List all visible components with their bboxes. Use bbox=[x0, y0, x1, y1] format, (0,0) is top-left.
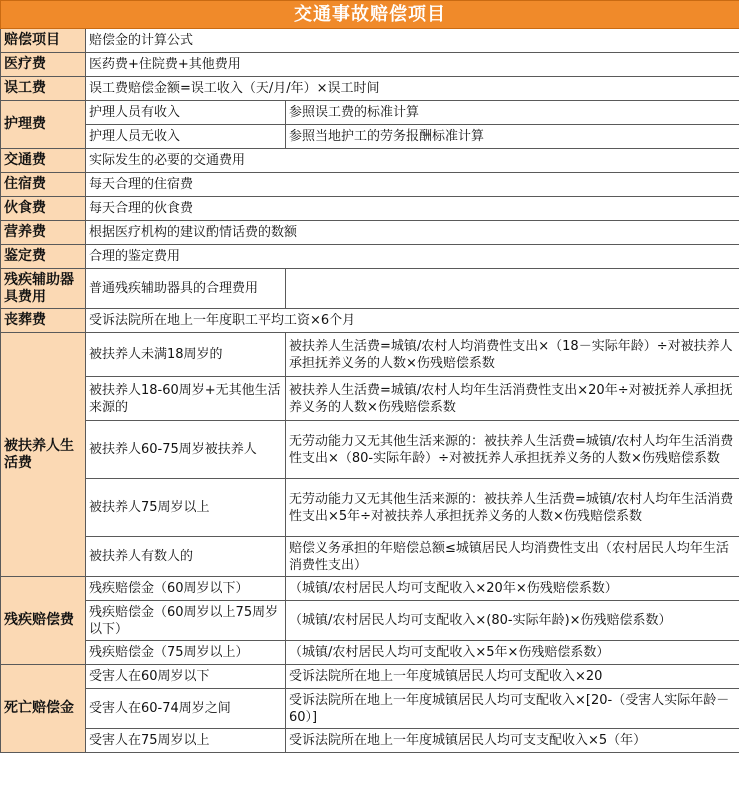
table-row bbox=[1, 309, 739, 333]
dependent-condition: 被扶养人18-60周岁+无其他生活来源的 bbox=[86, 377, 286, 421]
table-row bbox=[1, 641, 739, 665]
dependent-formula: 被扶养人生活费=城镇/农村人均年生活消费性支出×20年÷对被抚养人承担抚养义务的人数×伤残赔偿系数 bbox=[286, 377, 739, 421]
dependent-condition: 被扶养人75周岁以上 bbox=[86, 479, 286, 537]
table-row bbox=[1, 421, 739, 479]
table-row bbox=[1, 197, 739, 221]
dependent-formula: 赔偿义务承担的年赔偿总额≤城镇居民人均消费性支出（农村居民人均年生活消费性支出） bbox=[286, 537, 739, 577]
table-row bbox=[1, 125, 739, 149]
lost-work-formula: 误工费赔偿金额=误工收入（天/月/年）×误工时间 bbox=[86, 77, 739, 101]
dependent-formula: 被扶养人生活费=城镇/农村人均消费性支出×（18－实际年龄）÷对被扶养人承担抚养义务的人数×伤残赔偿系数 bbox=[286, 333, 739, 377]
category-meals: 伙食费 bbox=[1, 197, 86, 221]
nursing-condition: 护理人员无收入 bbox=[86, 125, 286, 149]
category-lost-work: 误工费 bbox=[1, 77, 86, 101]
disability-condition: 残疾赔偿金（60周岁以下） bbox=[86, 577, 286, 601]
table-row bbox=[1, 479, 739, 537]
formula-header: 赔偿金的计算公式 bbox=[86, 29, 739, 53]
death-condition: 受害人在75周岁以上 bbox=[86, 729, 286, 753]
nutrition-formula: 根据医疗机构的建议酌情话费的数额 bbox=[86, 221, 739, 245]
table-row bbox=[1, 577, 739, 601]
category-nutrition: 营养费 bbox=[1, 221, 86, 245]
dependent-condition: 被扶养人未满18周岁的 bbox=[86, 333, 286, 377]
table-row bbox=[1, 333, 739, 377]
medical-formula: 医药费+住院费+其他费用 bbox=[86, 53, 739, 77]
table-row bbox=[1, 53, 739, 77]
table-title: 交通事故赔偿项目 bbox=[1, 1, 739, 29]
category-header: 赔偿项目 bbox=[1, 29, 86, 53]
category-funeral: 丧葬费 bbox=[1, 309, 86, 333]
dependent-formula: 无劳动能力又无其他生活来源的：被扶养人生活费=城镇/农村人均年生活消费性支出×（80-实际年龄）÷对被抚养人承担抚养义务的人数×伤残赔偿系数 bbox=[286, 421, 739, 479]
nursing-formula: 参照误工费的标准计算 bbox=[286, 101, 739, 125]
funeral-formula: 受诉法院所在地上一年度职工平均工资×6个月 bbox=[86, 309, 739, 333]
table-row bbox=[1, 601, 739, 641]
table-row bbox=[1, 101, 739, 125]
death-formula: 受诉法院所在地上一年度城镇居民人均可支支配收入×5（年） bbox=[286, 729, 739, 753]
disability-formula: （城镇/农村居民人均可支配收入×5年×伤残赔偿系数） bbox=[286, 641, 739, 665]
disability-formula: （城镇/农村居民人均可支配收入×20年×伤残赔偿系数） bbox=[286, 577, 739, 601]
category-transport: 交通费 bbox=[1, 149, 86, 173]
transport-formula: 实际发生的必要的交通费用 bbox=[86, 149, 739, 173]
nursing-formula: 参照当地护工的劳务报酬标准计算 bbox=[286, 125, 739, 149]
table-row bbox=[1, 245, 739, 269]
table-row bbox=[1, 689, 739, 729]
category-nursing: 护理费 bbox=[1, 101, 86, 149]
death-condition: 受害人在60周岁以下 bbox=[86, 665, 286, 689]
table-row bbox=[1, 77, 739, 101]
nursing-condition: 护理人员有收入 bbox=[86, 101, 286, 125]
category-death: 死亡赔偿金 bbox=[1, 665, 86, 753]
category-disability: 残疾赔偿费 bbox=[1, 577, 86, 665]
category-appraisal: 鉴定费 bbox=[1, 245, 86, 269]
table-row bbox=[1, 537, 739, 577]
table-row bbox=[1, 173, 739, 197]
category-dependents: 被扶养人生活费 bbox=[1, 333, 86, 577]
table-row bbox=[1, 665, 739, 689]
table-row bbox=[1, 269, 739, 309]
disability-condition: 残疾赔偿金（75周岁以上） bbox=[86, 641, 286, 665]
assistive-devices-formula: 普通残疾辅助器具的合理费用 bbox=[86, 269, 286, 309]
disability-formula: （城镇/农村居民人均可支配收入×(80-实际年龄)×伤残赔偿系数） bbox=[286, 601, 739, 641]
lodging-formula: 每天合理的住宿费 bbox=[86, 173, 739, 197]
category-medical: 医疗费 bbox=[1, 53, 86, 77]
dependent-condition: 被扶养人60-75周岁被扶养人 bbox=[86, 421, 286, 479]
category-assistive-devices: 残疾辅助器具费用 bbox=[1, 269, 86, 309]
dependent-formula: 无劳动能力又无其他生活来源的：被扶养人生活费=城镇/农村人均年生活消费性支出×5年÷对被扶养人承担抚养义务的人数×伤残赔偿系数 bbox=[286, 479, 739, 537]
assistive-devices-empty bbox=[286, 269, 739, 309]
table-row bbox=[1, 377, 739, 421]
appraisal-formula: 合理的鉴定费用 bbox=[86, 245, 739, 269]
death-formula: 受诉法院所在地上一年度城镇居民人均可支配收入×[20-（受害人实际年龄－60）] bbox=[286, 689, 739, 729]
disability-condition: 残疾赔偿金（60周岁以上75周岁以下） bbox=[86, 601, 286, 641]
table-row bbox=[1, 221, 739, 245]
death-formula: 受诉法院所在地上一年度城镇居民人均可支配收入×20 bbox=[286, 665, 739, 689]
table-row bbox=[1, 729, 739, 753]
meals-formula: 每天合理的伙食费 bbox=[86, 197, 739, 221]
table-row bbox=[1, 29, 739, 53]
table-row bbox=[1, 149, 739, 173]
category-lodging: 住宿费 bbox=[1, 173, 86, 197]
dependent-condition: 被扶养人有数人的 bbox=[86, 537, 286, 577]
death-condition: 受害人在60-74周岁之间 bbox=[86, 689, 286, 729]
